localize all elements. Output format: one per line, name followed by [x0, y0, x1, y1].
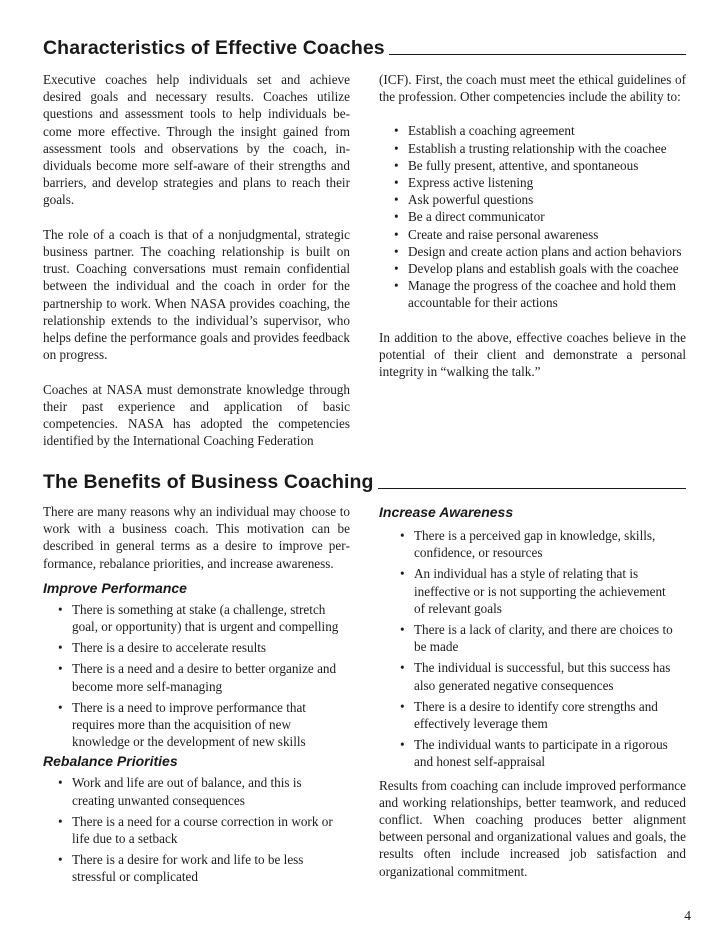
list-item: • There is a desire to identify core strengths and effectively leverage them: [379, 698, 679, 732]
paragraph: Coaches at NASA must demonstrate knowledge through their past experience and application of basic competencies. NASA has adopted the competencies identified by the International Coaching Federation: [43, 381, 350, 449]
section2-left-column: [43, 503, 350, 886]
subheading-rebalance-priorities: Rebalance Priorities: [43, 753, 178, 770]
heading-rule: [378, 488, 686, 489]
list-item: • Establish a trusting relationship with the coachee: [379, 140, 686, 157]
list-item: • There is a need for a course correction in work or life due to a setback: [43, 813, 343, 847]
section-heading-business-coaching: [43, 467, 686, 493]
list-item: • Establish a coaching agreement: [379, 122, 686, 139]
subheading-improve-performance: Improve Performance: [43, 579, 187, 596]
heading-rule: [389, 54, 686, 55]
list-item: • Develop plans and establish goals with the coachee: [379, 260, 686, 277]
list-item: • Be fully present, attentive, and spontaneous: [379, 157, 686, 174]
list-item: • There is something at stake (a challenge, stretch goal, or opportunity) that is urgent and compelling: [43, 601, 343, 635]
paragraph: There are many reasons why an individual may choose to work with a business coach. This motivation can be described in general terms as a desire to improve performance, rebalance priorities, and increase awareness.: [43, 504, 350, 571]
section-heading-effective-coaches: [43, 33, 686, 59]
list-item: • An individual has a style of relating that is ineffective or is not supporting the achievement of relevant goals: [379, 565, 679, 617]
list-item: • Manage the progress of the coachee and hold them accountable for their actions: [379, 277, 686, 311]
competency-list: [379, 122, 686, 311]
improve-performance-list: [43, 601, 343, 751]
list-item: • Be a direct communicator: [379, 208, 686, 225]
section1-left-column: [43, 71, 350, 449]
list-item: • There is a desire to accelerate results: [43, 639, 343, 656]
list-item: • There is a perceived gap in knowledge, skills, confidence, or resources: [379, 527, 679, 561]
list-item: • Create and raise personal awareness: [379, 226, 686, 243]
paragraph: Executive coaches help individuals set and achieve desired goals and necessary results. Coaches utilize questions and assessment tools to help individuals become more effective. Through the insight gained from assessment tools and observations by the coach, individuals become more self-aware of their strengths and barriers, and develop strategies and plans to reach their goals.: [43, 72, 350, 208]
list-item: • Express active listening: [379, 174, 686, 191]
rebalance-priorities-list: [43, 774, 343, 885]
list-item: • The individual is successful, but this success has also generated negative consequences: [379, 659, 679, 693]
paragraph: Results from coaching can include improved performance and working relationships, better teamwork, and reduced conflict. When coaching produces better alignment between personal and organizational values and goals, the results often include increased job satisfaction and organizational commitment.: [379, 777, 686, 879]
increase-awareness-list: [379, 527, 679, 771]
list-item: • There is a lack of clarity, and there are choices to be made: [379, 621, 679, 655]
paragraph: The role of a coach is that of a nonjudgmental, strategic business partner. The coaching relationship is built on trust. Coaching conversations must remain confidential between the individual and the coach in order for the partnership to work. When NASA provides coaching, the relationship extends to the individual’s supervisor, who helps define the performance goals and provides feedback on progress.: [43, 226, 350, 363]
list-item: • Work and life are out of balance, and this is creating unwanted consequences: [43, 774, 343, 808]
section-title: Characteristics of Effective Coaches: [43, 37, 385, 59]
subheading-increase-awareness: Increase Awareness: [379, 504, 514, 520]
section2-right-column: [379, 503, 686, 880]
list-item: • Design and create action plans and action behaviors: [379, 243, 686, 260]
list-item: • There is a desire for work and life to be less stressful or complicated: [43, 851, 343, 885]
section1-right-column: [379, 71, 686, 380]
list-item: • There is a need to improve performance that requires more than the acquisition of new knowledge or the development of new skills: [43, 699, 343, 751]
paragraph: In addition to the above, effective coaches believe in the potential of their client and demonstrate a personal integrity in “walking the talk.”: [379, 329, 686, 380]
list-item: • There is a need and a desire to better organize and become more self-managing: [43, 660, 343, 694]
list-item: • Ask powerful questions: [379, 191, 686, 208]
page-number: 4: [684, 908, 691, 923]
list-item: • The individual wants to participate in a rigorous and honest self-appraisal: [379, 736, 679, 770]
section-title: The Benefits of Business Coaching: [43, 471, 374, 493]
paragraph: (ICF). First, the coach must meet the ethical guidelines of the profession. Other competencies include the ability to:: [379, 72, 686, 105]
